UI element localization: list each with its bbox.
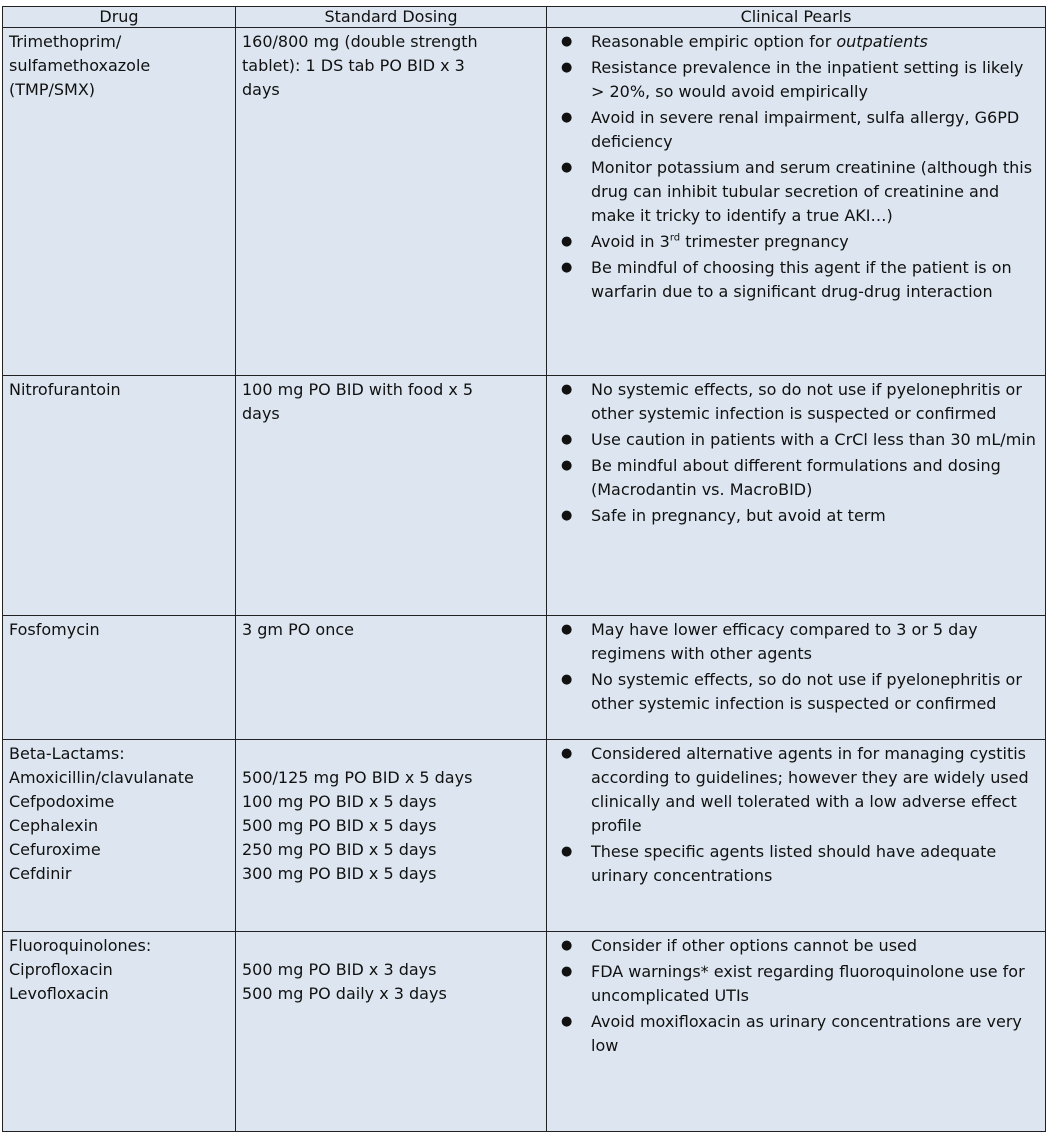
- drug-name-line: Cefdinir: [9, 864, 72, 883]
- pearl-text: May have lower efficacy compared to 3 or 5 day regimens with other agents: [591, 620, 978, 663]
- table-row: [3, 740, 1046, 932]
- pearl-text: Be mindful of choosing this agent if the patient is on warfarin due to a significant drug-drug interaction: [591, 258, 1012, 301]
- pearl-text: Reasonable empiric option for: [591, 32, 837, 51]
- list-item: [555, 504, 1039, 528]
- bullet-icon: ●: [561, 234, 573, 249]
- pearl-text: Use caution in patients with a CrCl less than 30 mL/min: [591, 430, 1036, 449]
- list-item: [555, 960, 1039, 1008]
- drug-name-line: Fosfomycin: [9, 620, 100, 639]
- pearl-text: Monitor potassium and serum creatinine (although this drug can inhibit tubular secretion of creatinine and make it tricky to identify a true AKI…): [591, 158, 1033, 225]
- pearl-text: Avoid in 3: [591, 232, 670, 251]
- dosing-line: 160/800 mg (double strength: [242, 32, 478, 51]
- dosing-cell: [236, 376, 547, 616]
- list-item: [555, 1010, 1039, 1058]
- pearl-text-end: trimester pregnancy: [680, 232, 849, 251]
- pearls-list: [555, 30, 1039, 304]
- dosing-line: tablet): 1 DS tab PO BID x 3: [242, 56, 465, 75]
- pearl-text: Safe in pregnancy, but avoid at term: [591, 506, 886, 525]
- bullet-icon: ●: [561, 746, 573, 761]
- pearl-text: Consider if other options cannot be used: [591, 936, 918, 955]
- header-pearls: Clinical Pearls: [547, 7, 1046, 28]
- pearls-list: [555, 618, 1039, 716]
- dosing-line: 500 mg PO daily x 3 days: [242, 984, 447, 1003]
- pearl-superscript: rd: [669, 232, 681, 244]
- drug-name-line: Cefpodoxime: [9, 792, 115, 811]
- bullet-icon: ●: [561, 110, 573, 125]
- pearl-text: Resistance prevalence in the inpatient setting is likely > 20%, so would avoid empirically: [591, 58, 1024, 101]
- pearls-list: [555, 378, 1039, 528]
- pearls-cell: [547, 616, 1046, 740]
- pearl-text: No systemic effects, so do not use if pyelonephritis or other systemic infection is suspected or confirmed: [591, 670, 1022, 713]
- header-drug: Drug: [3, 7, 236, 28]
- list-item: [555, 256, 1039, 304]
- list-item: [555, 454, 1039, 502]
- drug-cell: [3, 376, 236, 616]
- drug-name-line: Fluoroquinolones:: [9, 936, 152, 955]
- pearls-list: [555, 742, 1039, 888]
- dosing-line: days: [242, 80, 280, 99]
- header-dosing: Standard Dosing: [236, 7, 547, 28]
- drug-name-line: Trimethoprim/: [9, 32, 122, 51]
- dosing-line: 500/125 mg PO BID x 5 days: [242, 768, 473, 787]
- bullet-icon: ●: [561, 1014, 573, 1029]
- list-item: [555, 934, 1039, 958]
- pearl-emphasis: outpatients: [836, 32, 928, 51]
- list-item: [555, 742, 1039, 838]
- drug-name-line: Cefuroxime: [9, 840, 101, 859]
- drug-name-line: Beta-Lactams:: [9, 744, 125, 763]
- bullet-icon: ●: [561, 432, 573, 447]
- drug-name-line: Nitrofurantoin: [9, 380, 121, 399]
- drug-name-line: Amoxicillin/clavulanate: [9, 768, 194, 787]
- dosing-line: days: [242, 404, 280, 423]
- dosing-line: 500 mg PO BID x 5 days: [242, 816, 437, 835]
- drug-name-line: Ciprofloxacin: [9, 960, 113, 979]
- bullet-icon: ●: [561, 938, 573, 953]
- bullet-icon: ●: [561, 260, 573, 275]
- dosing-line: 300 mg PO BID x 5 days: [242, 864, 437, 883]
- dosing-line: 3 gm PO once: [242, 620, 354, 639]
- bullet-icon: ●: [561, 622, 573, 637]
- list-item: [555, 840, 1039, 888]
- pearl-text: No systemic effects, so do not use if pyelonephritis or other systemic infection is suspected or confirmed: [591, 380, 1022, 423]
- drug-name-line: Cephalexin: [9, 816, 99, 835]
- list-item: [555, 56, 1039, 104]
- bullet-icon: ●: [561, 60, 573, 75]
- list-item: [555, 668, 1039, 716]
- list-item: [555, 156, 1039, 228]
- drug-name-line: (TMP/SMX): [9, 80, 96, 99]
- pearls-list: [555, 934, 1039, 1058]
- bullet-icon: ●: [561, 508, 573, 523]
- dosing-line: [242, 934, 540, 958]
- table-row: [3, 376, 1046, 616]
- pearl-text: Avoid in severe renal impairment, sulfa allergy, G6PD deficiency: [591, 108, 1020, 151]
- table-row: [3, 616, 1046, 740]
- bullet-icon: ●: [561, 458, 573, 473]
- dosing-line: 250 mg PO BID x 5 days: [242, 840, 437, 859]
- dosing-cell: [236, 616, 547, 740]
- drug-name-line: sulfamethoxazole: [9, 56, 151, 75]
- pearls-cell: [547, 28, 1046, 376]
- dosing-line: 100 mg PO BID x 5 days: [242, 792, 437, 811]
- bullet-icon: ●: [561, 382, 573, 397]
- list-item: [555, 230, 1039, 254]
- dosing-line: [242, 742, 540, 766]
- pearl-text: Considered alternative agents in for managing cystitis according to guidelines; however they are widely used clinically and well tolerated with a low adverse effect profile: [591, 744, 1029, 835]
- dosing-line: 500 mg PO BID x 3 days: [242, 960, 437, 979]
- drug-cell: [3, 28, 236, 376]
- pearls-cell: [547, 740, 1046, 932]
- table-row: [3, 28, 1046, 376]
- list-item: [555, 378, 1039, 426]
- bullet-icon: ●: [561, 672, 573, 687]
- pearls-cell: [547, 376, 1046, 616]
- dosing-cell: [236, 740, 547, 932]
- pearl-text: Avoid moxifloxacin as urinary concentrations are very low: [591, 1012, 1022, 1055]
- dosing-cell: [236, 28, 547, 376]
- list-item: [555, 428, 1039, 452]
- drug-cell: [3, 616, 236, 740]
- bullet-icon: ●: [561, 844, 573, 859]
- header-row: [3, 7, 1046, 28]
- list-item: [555, 106, 1039, 154]
- pearl-text: Be mindful about different formulations and dosing (Macrodantin vs. MacroBID): [591, 456, 1001, 499]
- pearl-text: These specific agents listed should have adequate urinary concentrations: [591, 842, 997, 885]
- list-item: [555, 30, 1039, 54]
- pearl-text: FDA warnings* exist regarding fluoroquinolone use for uncomplicated UTIs: [591, 962, 1025, 1005]
- bullet-icon: ●: [561, 160, 573, 175]
- dosing-line: 100 mg PO BID with food x 5: [242, 380, 474, 399]
- drug-cell: [3, 740, 236, 932]
- drug-name-line: Levofloxacin: [9, 984, 109, 1003]
- bullet-icon: ●: [561, 34, 573, 49]
- bullet-icon: ●: [561, 964, 573, 979]
- drug-table: [2, 6, 1046, 1132]
- list-item: [555, 618, 1039, 666]
